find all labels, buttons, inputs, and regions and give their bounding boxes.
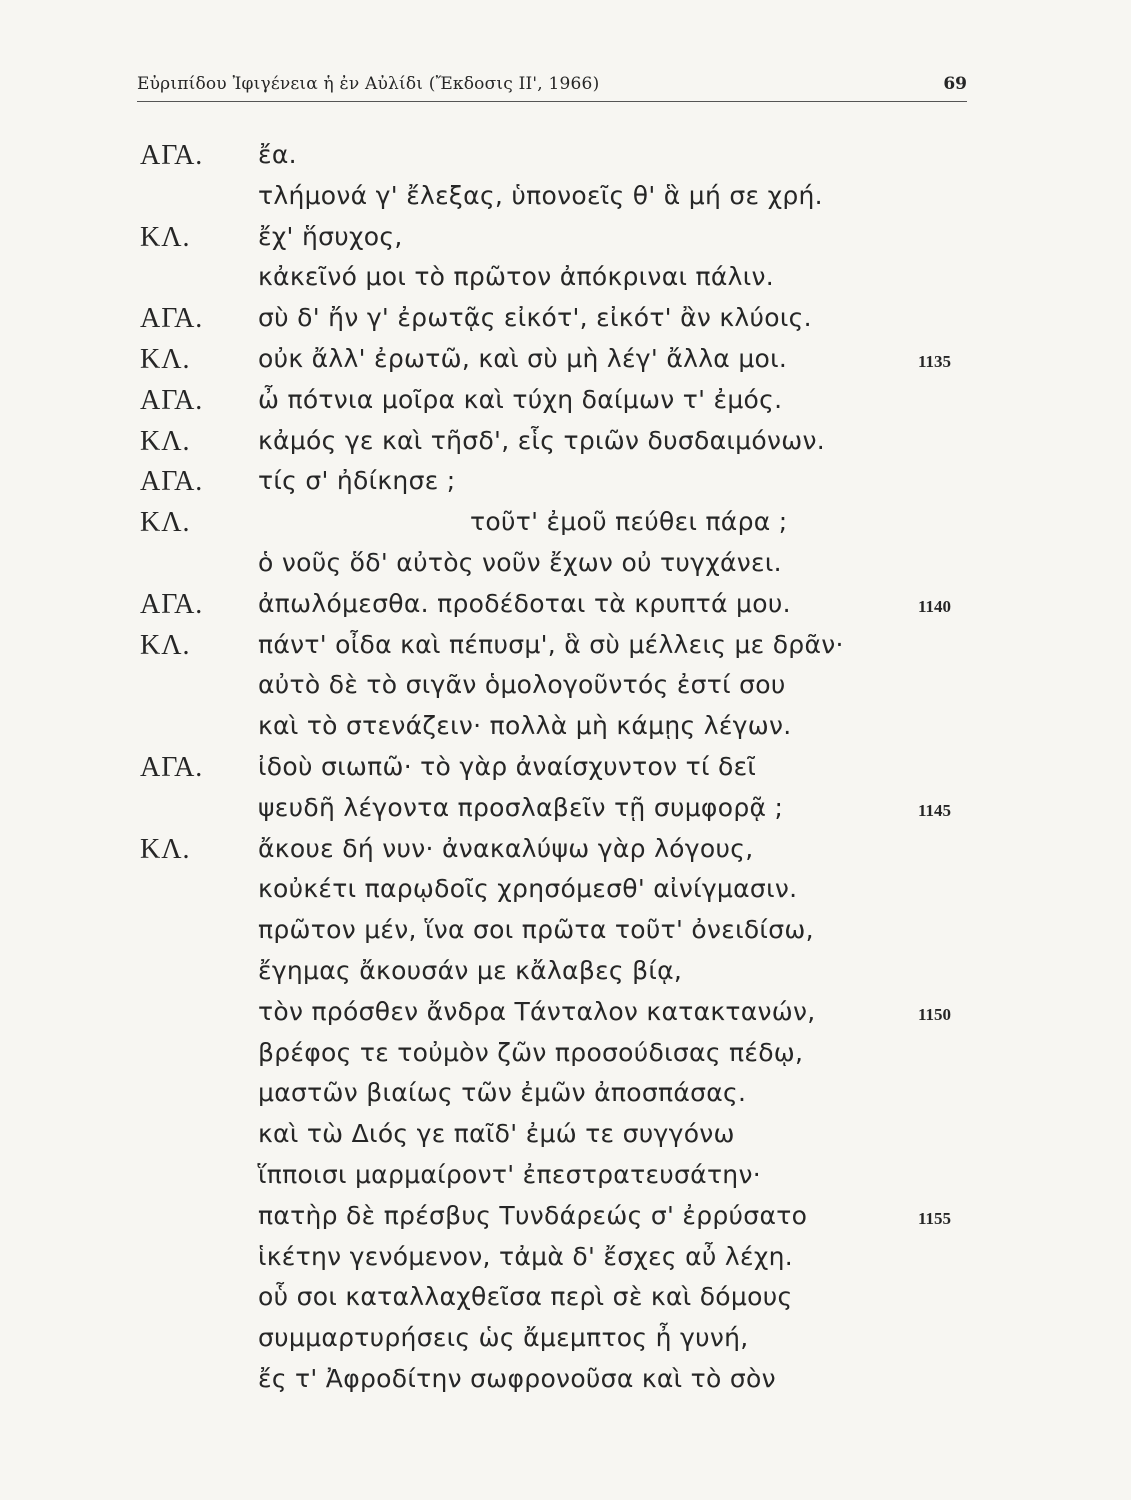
verse-line xyxy=(0,548,1131,588)
verse-line xyxy=(0,344,1131,384)
verse-line xyxy=(0,1078,1131,1118)
verse-text-line: πάντ' οἶδα καὶ πέπυσμ', ἃ σὺ μέλλεις με δρᾶν· xyxy=(258,629,844,659)
verse-line xyxy=(0,181,1131,221)
verse-line xyxy=(0,589,1131,629)
verse-text-line: ἔς τ' Ἀφροδίτην σωφρονοῦσα καὶ τὸ σὸν xyxy=(258,1364,776,1393)
verse-line xyxy=(0,1119,1131,1159)
verse-line xyxy=(0,507,1131,547)
speaker-label: ΚΛ. xyxy=(140,629,191,661)
verse-line xyxy=(0,1282,1131,1322)
verse-text-line: ὦ πότνια μοῖρα καὶ τύχη δαίμων τ' ἐμός. xyxy=(258,384,783,414)
speaker-label: ΑΓΑ. xyxy=(140,588,204,620)
verse-text-line: οὗ σοι καταλλαχθεῖσα περὶ σὲ καὶ δόμους xyxy=(258,1282,793,1312)
verse-text-line: ὁ νοῦς ὅδ' αὐτὸς νοῦν ἔχων οὐ τυγχάνει. xyxy=(258,548,782,577)
verse-line xyxy=(0,670,1131,710)
verse-text-line: ἔγημας ἄκουσάν με κἄλαβες βίᾳ, xyxy=(258,956,683,985)
running-head-title: Εὐριπίδου Ἰφιγένεια ἡ ἐν Αὐλίδι (Ἔκδοσις II', 1966) xyxy=(137,74,600,94)
verse-text-line: αὐτὸ δὲ τὸ σιγᾶν ὁμολογοῦντός ἐστί σου xyxy=(258,670,786,700)
speaker-label: ΑΓΑ. xyxy=(140,140,204,171)
verse-text-line: συμμαρτυρήσεις ὡς ἄμεμπτος ἦ γυνή, xyxy=(258,1323,749,1353)
verse-text-line: τοῦτ' ἐμοῦ πεύθει πάρα ; xyxy=(470,507,788,537)
verse-text-line: ἵπποισι μαρμαίροντ' ἐπεστρατευσάτην· xyxy=(258,1160,761,1189)
verse-text-line: ψευδῆ λέγοντα προσλαβεῖν τῇ συμφορᾷ ; xyxy=(258,792,784,822)
verse-line xyxy=(0,222,1131,262)
verse-text-line: ἄκουε δή νυν· ἀνακαλύψω γὰρ λόγους, xyxy=(258,833,754,863)
speaker-label: ΚΛ. xyxy=(140,425,191,457)
verse-text-line: κἀμός γε καὶ τῆσδ', εἷς τριῶν δυσδαιμόνων. xyxy=(258,425,825,455)
speaker-label: ΚΛ. xyxy=(140,344,191,375)
verse-line xyxy=(0,1038,1131,1078)
verse-text-line: ἀπωλόμεσθα. προδέδοται τὰ κρυπτά μου. xyxy=(258,588,791,618)
verse-text-line: οὐκ ἄλλ' ἐρωτῶ, καὶ σὺ μὴ λέγ' ἄλλα μοι. xyxy=(258,344,788,373)
verse-line xyxy=(0,385,1131,425)
verse-line xyxy=(0,303,1131,343)
speaker-label: ΑΓΑ. xyxy=(140,752,204,783)
verse-line xyxy=(0,874,1131,914)
line-number: 1145 xyxy=(918,800,952,820)
verse-line xyxy=(0,1323,1131,1363)
verse-text-line: τὸν πρόσθεν ἄνδρα Τάνταλον κατακτανών, xyxy=(258,996,816,1026)
verse-line xyxy=(0,426,1131,466)
verse-line xyxy=(0,711,1131,751)
speaker-label: ΚΛ. xyxy=(140,221,191,253)
line-number: 1150 xyxy=(918,1004,952,1024)
verse-line xyxy=(0,262,1131,302)
line-number: 1140 xyxy=(918,596,952,616)
verse-line xyxy=(0,466,1131,506)
verse-line xyxy=(0,140,1131,180)
verse-line xyxy=(0,752,1131,792)
verse-text-line: βρέφος τε τοὐμὸν ζῶν προσούδισας πέδῳ, xyxy=(258,1037,804,1067)
speaker-label: ΚΛ. xyxy=(140,507,191,539)
verse-text-line: σὺ δ' ἤν γ' ἐρωτᾷς εἰκότ', εἰκότ' ἂν κλύοις. xyxy=(258,303,812,333)
verse-line xyxy=(0,1242,1131,1282)
verse-text-line: καὶ τὸ στενάζειν· πολλὰ μὴ κάμῃς λέγων. xyxy=(258,711,792,741)
verse-line xyxy=(0,630,1131,670)
line-number: 1155 xyxy=(918,1208,952,1228)
verse-line xyxy=(0,915,1131,955)
verse-line xyxy=(0,956,1131,996)
verse-text-line: τίς σ' ἠδίκησε ; xyxy=(258,466,456,496)
verse-text-line: ἱκέτην γενόμενον, τἀμὰ δ' ἔσχες αὖ λέχη. xyxy=(258,1241,793,1271)
verse-text-line: ἰδοὺ σιωπῶ· τὸ γὰρ ἀναίσχυντον τί δεῖ xyxy=(258,752,757,781)
verse-line xyxy=(0,793,1131,833)
verse-text-line: κοὐκέτι παρῳδοῖς χρησόμεσθ' αἰνίγμασιν. xyxy=(258,874,798,904)
verse-text-line: κἀκεῖνό μοι τὸ πρῶτον ἀπόκριναι πάλιν. xyxy=(258,262,774,292)
verse-text-line: καὶ τὼ Διός γε παῖδ' ἐμώ τε συγγόνω xyxy=(258,1119,735,1149)
verse-text-line: ἔχ' ἥσυχος, xyxy=(258,221,403,251)
verse-text-line: πρῶτον μέν, ἵνα σοι πρῶτα τοῦτ' ὀνειδίσω, xyxy=(258,915,814,945)
verse-line xyxy=(0,997,1131,1037)
speaker-label: ΑΓΑ. xyxy=(140,466,204,498)
verse-line xyxy=(0,1160,1131,1200)
speaker-label: ΑΓΑ. xyxy=(140,303,204,335)
line-number: 1135 xyxy=(918,352,952,371)
verse-line xyxy=(0,834,1131,874)
verse-line xyxy=(0,1364,1131,1404)
speaker-label: ΑΓΑ. xyxy=(140,384,204,416)
page-number: 69 xyxy=(943,74,967,94)
verse-line xyxy=(0,1201,1131,1241)
verse-text-line: πατὴρ δὲ πρέσβυς Τυνδάρεώς σ' ἐρρύσατο xyxy=(258,1200,808,1230)
verse-text-line: τλήμονά γ' ἔλεξας, ὑπονοεῖς θ' ἃ μή σε χρή. xyxy=(258,180,823,210)
speaker-label: ΚΛ. xyxy=(140,833,191,865)
verse-text-line: ἔα. xyxy=(258,140,297,169)
verse-text-line: μαστῶν βιαίως τῶν ἐμῶν ἀποσπάσας. xyxy=(258,1078,747,1108)
